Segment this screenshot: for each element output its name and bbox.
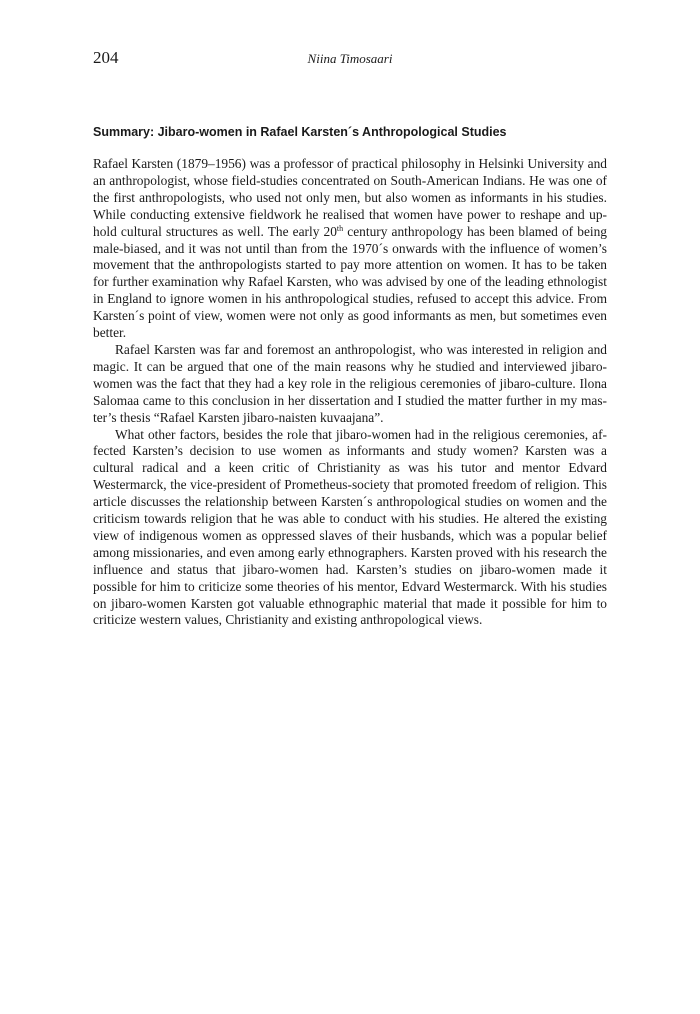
paragraph-3: What other factors, besides the role that jibaro-women had in the religious ceremonies, affected Karsten’s decision to use women as informants and study women? Karsten was a cultural radical and a keen critic of Christianity as was his tutor and mentor Edvard Westermarck, the vice-president of Prometheus-society that promoted freedom of religion. This article discusses the relationship between Karsten´s anthropological studies on women and the criticism towards religion that he was able to conduct with his studies. He altered the existing view of indigenous women as oppressed slaves of their husbands, which was a popular belief among missionaries, and even among early ethnographers. Karsten proved with his research the influence and status that jibaro-women had. Karsten’s studies on jibaro-women made it possible for him to criticize some theories of his mentor, Edvard Westermarck. With his studies on jibaro-women Karsten got valuable ethnographic material that made it possible for him to criticize western values, Christianity and existing anthropological views.	[93, 426, 607, 628]
summary-heading: Summary: Jibaro-women in Rafael Karsten´s Anthropological Studies	[93, 125, 507, 139]
paragraph-1	[93, 156, 607, 342]
ordinal-suffix: th	[336, 223, 344, 233]
running-head-author: Niina Timosaari	[307, 51, 393, 66]
paragraph-1-text-b: century anthropology has been blamed of being male-biased, and it was not until than from the 1970´s onwards with the influence of women’s movement that the anthropologists started to pay more attention on women. It has to be taken for further examination why Rafael Karsten, who was advised by one of the leading ethnologist in England to ignore women in his anthropological studies, refused to accept this advice. From Karsten´s point of view, women were not only as good informants as men, but sometimes even better.	[93, 223, 607, 341]
running-head	[93, 48, 607, 68]
summary-body	[93, 156, 607, 629]
page-number: 204	[93, 48, 119, 67]
paragraph-2: Rafael Karsten was far and foremost an anthropologist, who was interested in religion and magic. It can be argued that one of the main reasons why he studied and interviewed jibaro-women was the fact that they had a key role in the religious ceremonies of jibaro-culture. Ilona Salomaa came to this conclusion in her dissertation and I studied the matter further in my master’s thesis “Rafael Karsten jibaro-naisten kuvaajana”.	[93, 341, 607, 425]
paragraph-1-text-a: Rafael Karsten (1879–1956) was a professor of practical philosophy in Helsinki University and an anthropologist, whose field-studies concentrated on South-American Indians. He was one of the first anthropologists, who used not only men, but also women as informants in his studies. While conducting extensive fieldwork he realised that women have power to reshape and uphold cultural structures as well. The early 20	[93, 156, 607, 239]
